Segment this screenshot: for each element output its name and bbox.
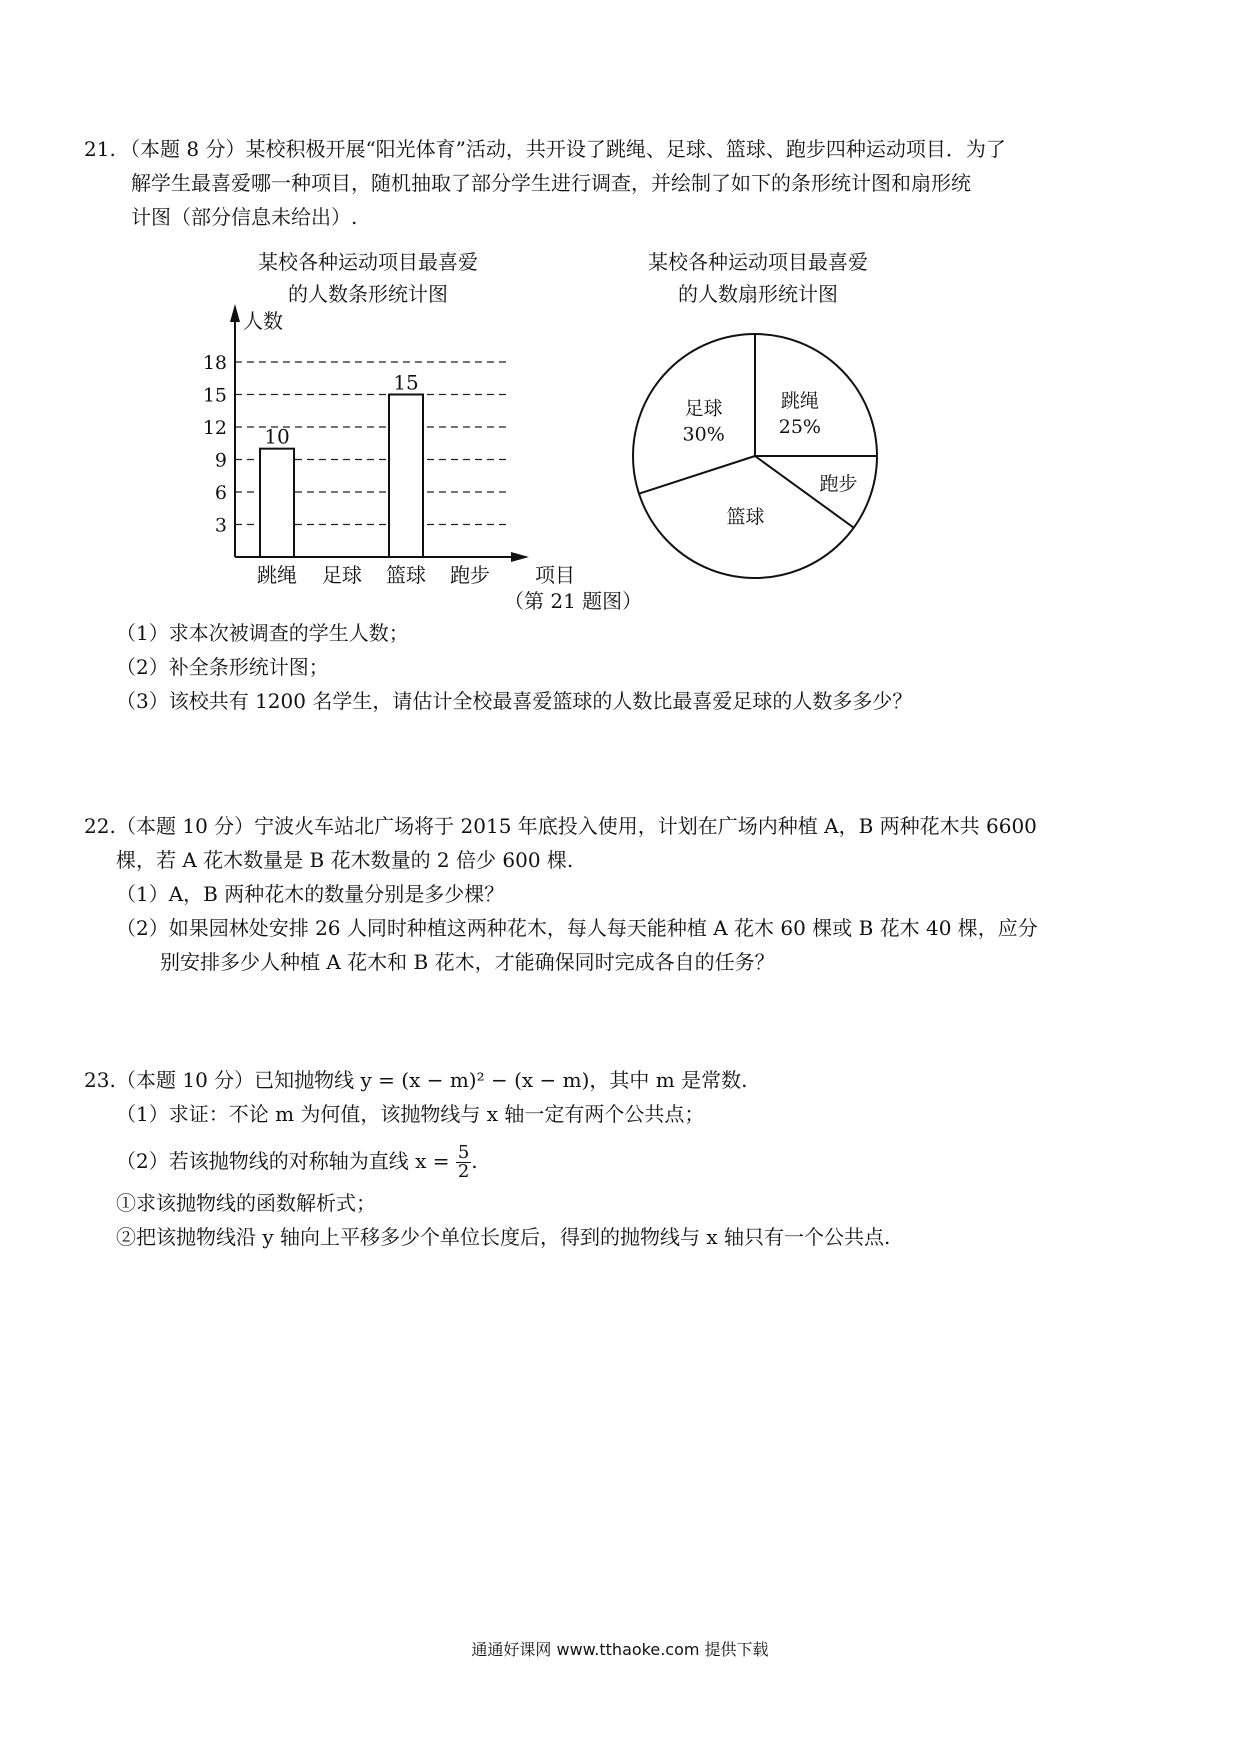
y-axis-label: 人数 bbox=[243, 309, 283, 333]
q22-text-line-2: 棵，若 A 花木数量是 B 花木数量的 2 倍少 600 棵. bbox=[116, 848, 574, 872]
q22-part-2-cont: 别安排多少人种植 A 花木和 B 花木，才能确保同时完成各自的任务？ bbox=[160, 950, 775, 974]
pie-chart-title-1: 某校各种运动项目最喜爱 bbox=[648, 250, 868, 274]
q22-number: 22. bbox=[84, 814, 116, 838]
q21-part-1: （1）求本次被调查的学生人数； bbox=[116, 621, 409, 645]
q22-part-2: （2）如果园林处安排 26 人同时种植这两种花木，每人每天能种植 A 花木 60 棵或 B 花木 40 棵，应分 bbox=[116, 916, 1038, 940]
q23-part-1: （1）求证：不论 m 为何值，该抛物线与 x 轴一定有两个公共点； bbox=[116, 1102, 705, 1126]
y-tick-label: 6 bbox=[214, 482, 227, 504]
pie-chart bbox=[625, 326, 885, 586]
bar bbox=[260, 449, 294, 557]
q21-number: 21. bbox=[84, 137, 116, 161]
q23-sub-1: ①求该抛物线的函数解析式； bbox=[116, 1191, 376, 1215]
fraction-numerator: 5 bbox=[457, 1142, 470, 1163]
x-tick-label: 足球 bbox=[322, 563, 362, 585]
pie-slice-percent: 25% bbox=[778, 416, 821, 439]
x-axis-label: 项目 bbox=[535, 563, 575, 585]
fraction-denominator: 2 bbox=[457, 1161, 470, 1182]
x-tick-label: 跑步 bbox=[450, 563, 490, 585]
y-tick-label: 15 bbox=[202, 384, 227, 407]
bar-chart-title-1: 某校各种运动项目最喜爱 bbox=[258, 250, 478, 274]
pie-slice-label: 足球 bbox=[684, 397, 723, 420]
y-tick-label: 3 bbox=[214, 514, 227, 537]
bar-chart bbox=[195, 300, 595, 585]
q23-number: 23. bbox=[84, 1068, 116, 1092]
q21-text-line-2: 解学生最喜爱哪一种项目，随机抽取了部分学生进行调查，并绘制了如下的条形统计图和扇形统 bbox=[131, 171, 971, 195]
pie-slice-label: 跑步 bbox=[819, 473, 858, 496]
y-tick-label: 18 bbox=[202, 352, 227, 374]
x-axis-arrow bbox=[511, 552, 529, 562]
fraction bbox=[456, 1144, 471, 1181]
q22-part-1: （1）A，B 两种花木的数量分别是多少棵？ bbox=[116, 882, 505, 906]
q23-part-2-prefix: （2）若该抛物线的对称轴为直线 x = bbox=[116, 1149, 450, 1173]
q22-text-line-1: （本题 10 分）宁波火车站北广场将于 2015 年底投入使用，计划在广场内种植 A，B 两种花木共 6600 bbox=[116, 814, 1037, 838]
bar bbox=[389, 395, 423, 558]
bar-chart-title-2: 的人数条形统计图 bbox=[288, 282, 448, 306]
q23-part-2-suffix: . bbox=[471, 1149, 478, 1173]
q23-text-line-1: （本题 10 分）已知抛物线 y = (x − m)² − (x − m)，其中 m 是常数. bbox=[116, 1068, 748, 1092]
q23-sub-2: ②把该抛物线沿 y 轴向上平移多少个单位长度后，得到的抛物线与 x 轴只有一个公共点. bbox=[116, 1225, 891, 1249]
y-axis-arrow bbox=[230, 304, 240, 322]
x-tick-label: 跳绳 bbox=[257, 563, 297, 585]
q23-part-2 bbox=[116, 1139, 478, 1183]
q21-text-line-3: 计图（部分信息未给出）. bbox=[131, 205, 358, 229]
x-tick-label: 篮球 bbox=[386, 563, 426, 585]
q21-text-line-1: （本题 8 分）某校积极开展“阳光体育”活动，共开设了跳绳、足球、篮球、跑步四种运动项目．为了 bbox=[120, 137, 1006, 161]
footer-text: 通通好课网 www.tthaoke.com 提供下载 bbox=[471, 1640, 769, 1659]
figure-caption: （第 21 题图） bbox=[504, 589, 643, 613]
q21-part-3: （3）该校共有 1200 名学生，请估计全校最喜爱篮球的人数比最喜爱足球的人数多多少？ bbox=[116, 689, 913, 713]
y-tick-label: 12 bbox=[202, 417, 227, 439]
pie-chart-title-2: 的人数扇形统计图 bbox=[678, 282, 838, 306]
pie-slice-label: 跳绳 bbox=[780, 390, 819, 413]
bar-data-label: 15 bbox=[393, 370, 419, 395]
pie-slice-label: 篮球 bbox=[726, 506, 765, 529]
bar-data-label: 10 bbox=[264, 424, 290, 449]
pie-slice-percent: 30% bbox=[682, 423, 725, 446]
y-tick-label: 9 bbox=[214, 449, 227, 472]
q21-part-2: （2）补全条形统计图； bbox=[116, 655, 329, 679]
